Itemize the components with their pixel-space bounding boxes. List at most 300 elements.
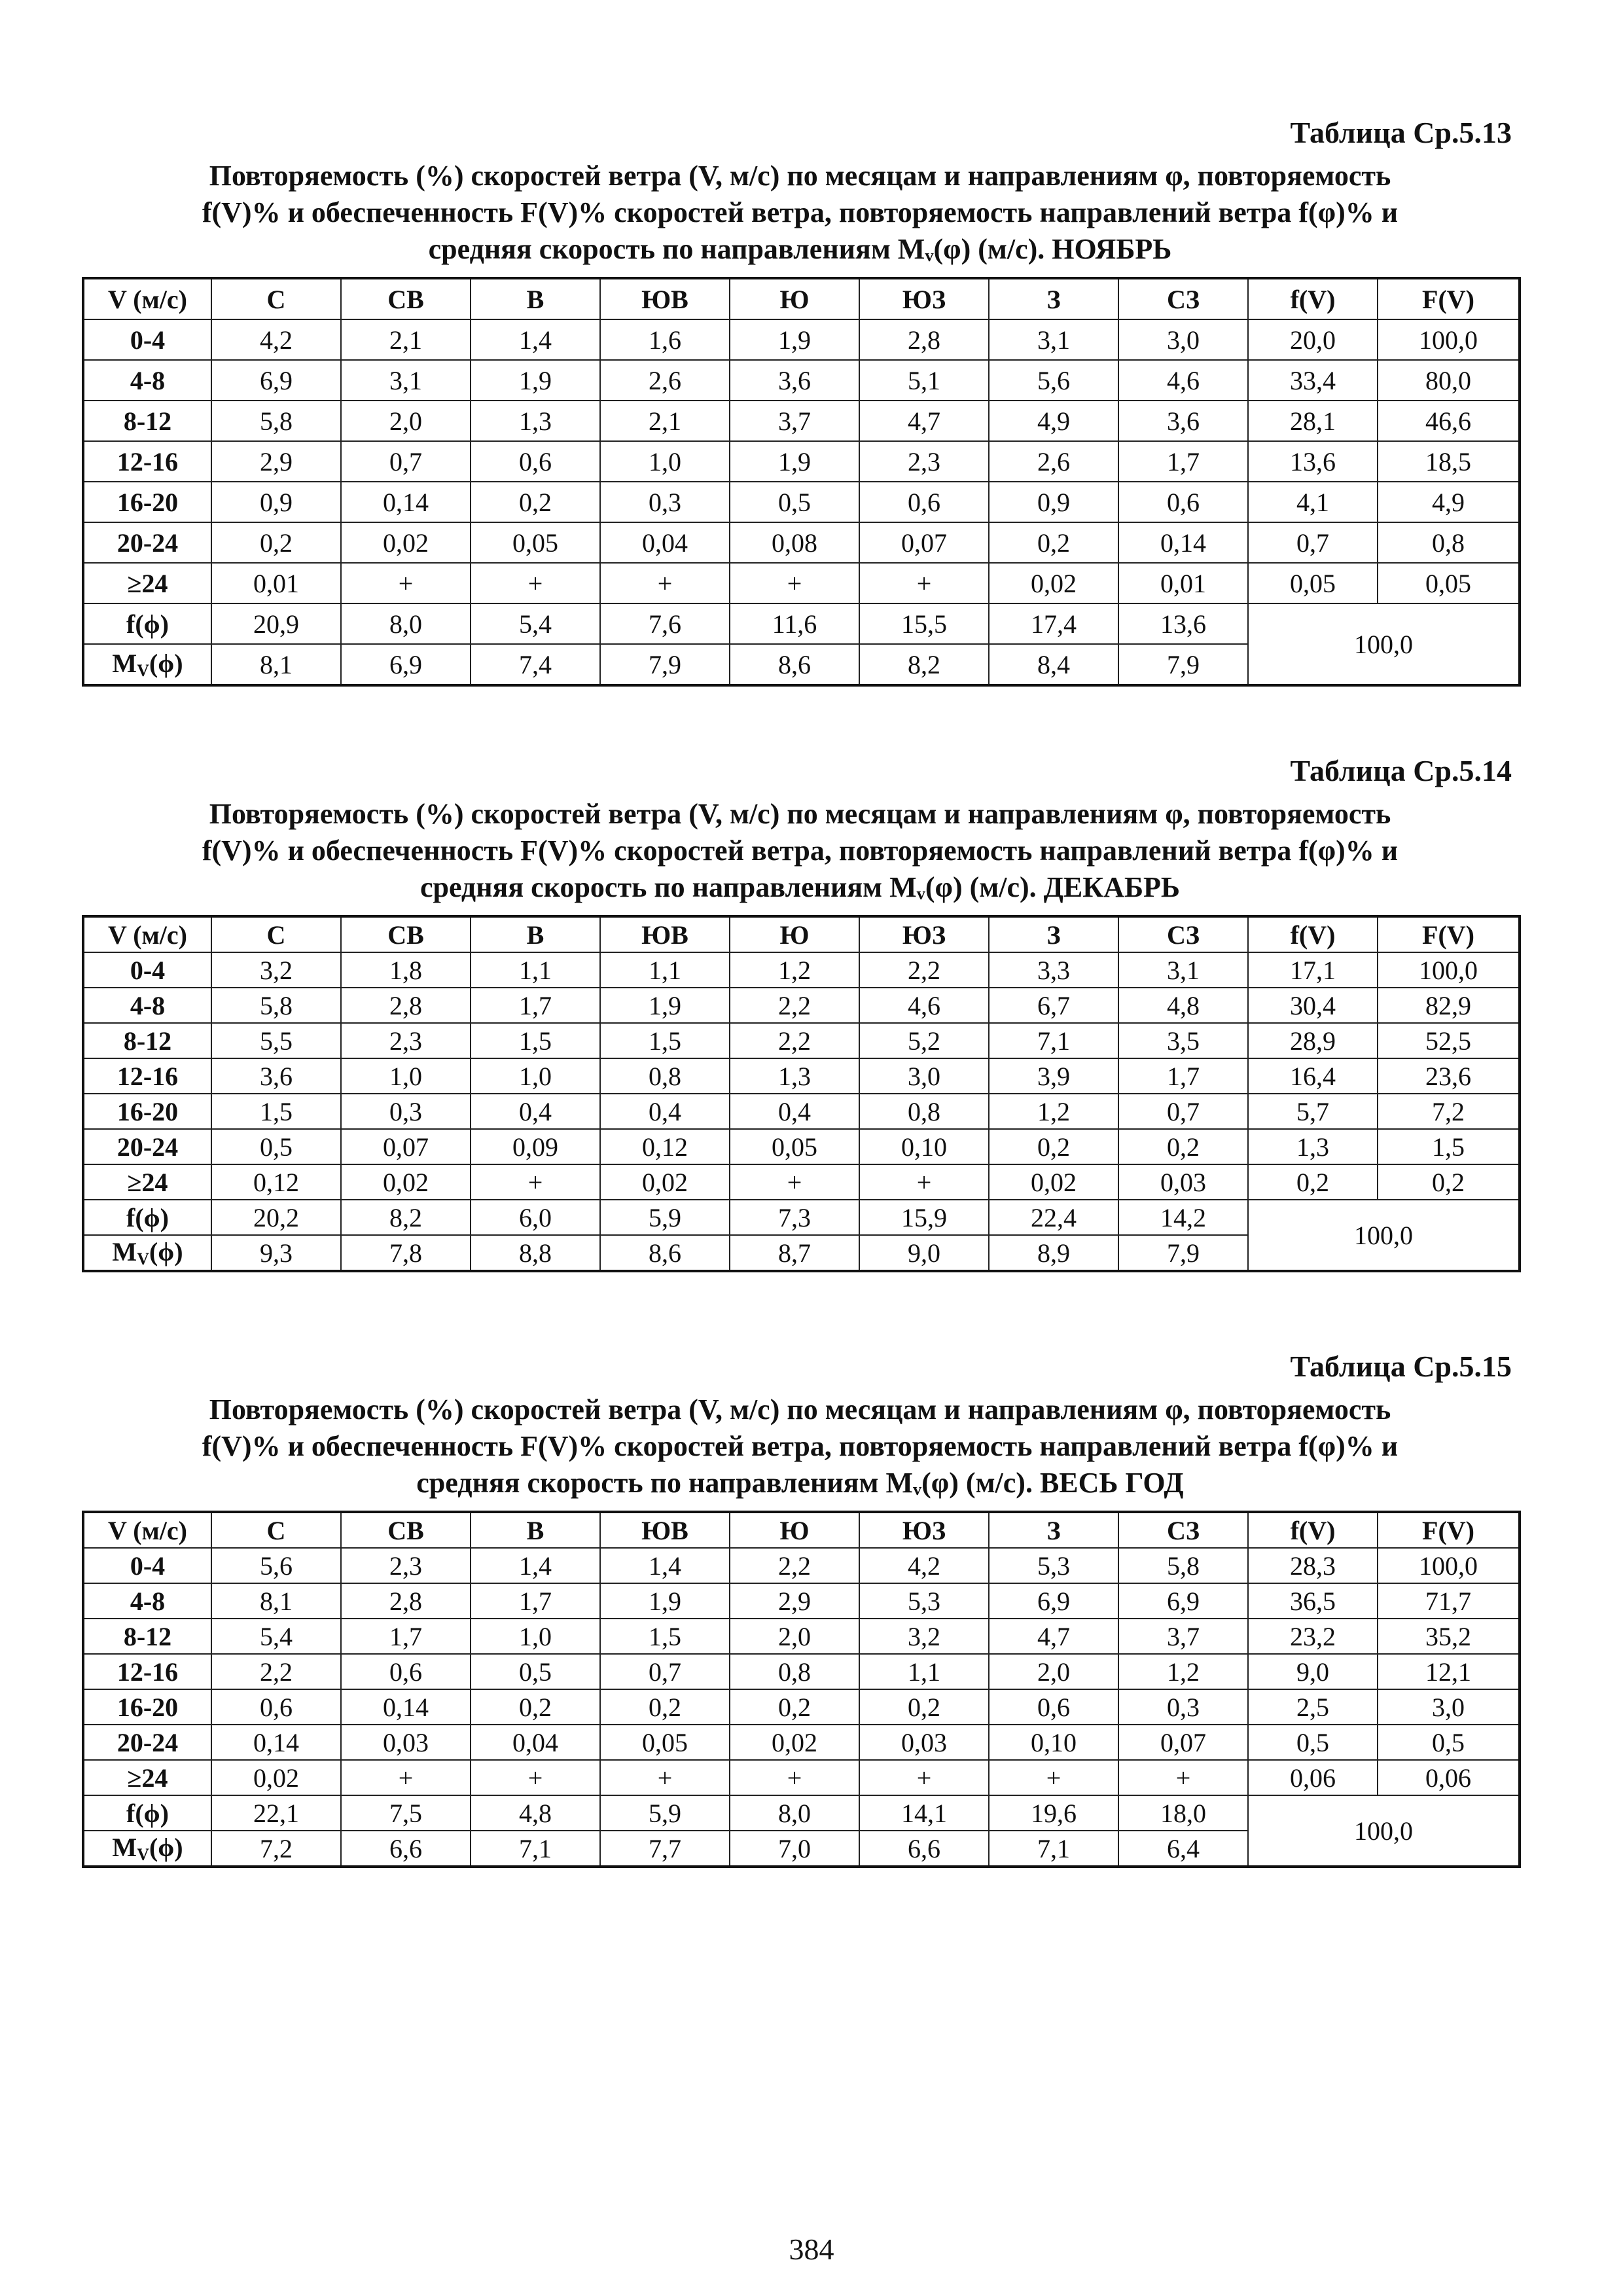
table-cell: 1,7 bbox=[471, 988, 600, 1023]
table-cell: 7,7 bbox=[600, 1831, 730, 1867]
table-cell: 13,6 bbox=[1118, 603, 1248, 644]
column-header: V (м/с) bbox=[83, 916, 211, 952]
column-header: F(V) bbox=[1378, 916, 1520, 952]
table-cell: 3,6 bbox=[730, 360, 859, 401]
table-cell: 100,0 bbox=[1378, 1548, 1520, 1583]
table-cell: 6,4 bbox=[1118, 1831, 1248, 1867]
row-label bbox=[83, 1235, 211, 1271]
table-row bbox=[83, 1689, 1520, 1725]
table-cell: + bbox=[859, 563, 989, 603]
table-cell: 0,2 bbox=[859, 1689, 989, 1725]
table-row bbox=[83, 1548, 1520, 1583]
table-cell: 0,02 bbox=[341, 522, 471, 563]
row-label: ≥24 bbox=[83, 563, 211, 603]
column-header: СЗ bbox=[1118, 916, 1248, 952]
table-cell: 7,6 bbox=[600, 603, 730, 644]
table-cell: 5,8 bbox=[1118, 1548, 1248, 1583]
table-row bbox=[83, 1164, 1520, 1200]
table-cell: 2,2 bbox=[730, 1023, 859, 1058]
row-label: 4-8 bbox=[83, 988, 211, 1023]
table-cell: 1,1 bbox=[471, 952, 600, 988]
table-cell: + bbox=[471, 563, 600, 603]
f-phi-row bbox=[83, 603, 1520, 644]
table-cell: 0,3 bbox=[1118, 1689, 1248, 1725]
row-label: 0-4 bbox=[83, 319, 211, 360]
row-label: 0-4 bbox=[83, 952, 211, 988]
table-cell: 7,9 bbox=[600, 644, 730, 685]
caption-line: f(V)% и обеспеченность F(V)% скоростей ветра, повторяемость направлений ветра f(φ)% и bbox=[202, 834, 1399, 867]
table-cell: + bbox=[600, 563, 730, 603]
table-cell: 7,5 bbox=[341, 1795, 471, 1831]
table-row bbox=[83, 1129, 1520, 1164]
table-cell: 23,2 bbox=[1248, 1619, 1378, 1654]
table-cell: 14,1 bbox=[859, 1795, 989, 1831]
table-row bbox=[83, 522, 1520, 563]
table-cell: 3,1 bbox=[341, 360, 471, 401]
total-cell: 100,0 bbox=[1248, 1795, 1520, 1867]
column-header: f(V) bbox=[1248, 278, 1378, 319]
table-cell: + bbox=[471, 1164, 600, 1200]
table-cell: 1,7 bbox=[1118, 441, 1248, 482]
table-cell: + bbox=[989, 1760, 1118, 1795]
table-cell: 2,9 bbox=[211, 441, 341, 482]
caption-line: средняя скорость по направлениям Mᵥ(φ) (м/с). ДЕКАБРЬ bbox=[419, 871, 1180, 903]
table-cell: 0,07 bbox=[341, 1129, 471, 1164]
table-cell: 8,8 bbox=[471, 1235, 600, 1271]
table-cell: 0,2 bbox=[471, 482, 600, 522]
table-cell: 0,02 bbox=[211, 1760, 341, 1795]
table-cell: 0,2 bbox=[1118, 1129, 1248, 1164]
table-cell: 3,7 bbox=[730, 401, 859, 441]
mv-suffix: (ϕ) bbox=[149, 1237, 183, 1266]
table-cell: 0,05 bbox=[471, 522, 600, 563]
table-cell: 28,1 bbox=[1248, 401, 1378, 441]
column-header: ЮВ bbox=[600, 278, 730, 319]
table-cell: 22,4 bbox=[989, 1200, 1118, 1235]
table-cell: + bbox=[730, 1760, 859, 1795]
table-cell: 36,5 bbox=[1248, 1583, 1378, 1619]
table-cell: 5,7 bbox=[1248, 1094, 1378, 1129]
table-cell: 7,9 bbox=[1118, 644, 1248, 685]
table-cell: 2,5 bbox=[1248, 1689, 1378, 1725]
table-cell: 0,2 bbox=[471, 1689, 600, 1725]
table-cell: 5,3 bbox=[859, 1583, 989, 1619]
row-label: f(ϕ) bbox=[83, 603, 211, 644]
table-cell: 35,2 bbox=[1378, 1619, 1520, 1654]
table-cell: 0,7 bbox=[1248, 522, 1378, 563]
data-table bbox=[82, 1511, 1521, 1868]
table-cell: 5,2 bbox=[859, 1023, 989, 1058]
table-cell: 8,0 bbox=[341, 603, 471, 644]
table-cell: 1,9 bbox=[600, 988, 730, 1023]
table-row bbox=[83, 401, 1520, 441]
total-cell: 100,0 bbox=[1248, 603, 1520, 685]
caption-line: f(V)% и обеспеченность F(V)% скоростей ветра, повторяемость направлений ветра f(φ)% и bbox=[202, 196, 1399, 228]
table-cell: 0,07 bbox=[859, 522, 989, 563]
table-cell: 8,2 bbox=[859, 644, 989, 685]
table-cell: 1,0 bbox=[471, 1619, 600, 1654]
table-cell: 0,02 bbox=[989, 563, 1118, 603]
table-cell: 2,2 bbox=[859, 952, 989, 988]
row-label bbox=[83, 1831, 211, 1867]
table-cell: 4,7 bbox=[859, 401, 989, 441]
table-cell: 7,0 bbox=[730, 1831, 859, 1867]
table-cell: 1,0 bbox=[341, 1058, 471, 1094]
table-row bbox=[83, 360, 1520, 401]
table-cell: 1,0 bbox=[471, 1058, 600, 1094]
header-row bbox=[83, 278, 1520, 319]
table-cell: 5,8 bbox=[211, 988, 341, 1023]
table-cell: 33,4 bbox=[1248, 360, 1378, 401]
table-cell: 7,1 bbox=[989, 1831, 1118, 1867]
table-cell: 1,9 bbox=[730, 441, 859, 482]
total-cell: 100,0 bbox=[1248, 1200, 1520, 1271]
table-cell: 0,10 bbox=[989, 1725, 1118, 1760]
table-cell: 16,4 bbox=[1248, 1058, 1378, 1094]
table-cell: 4,2 bbox=[859, 1548, 989, 1583]
table-cell: 3,6 bbox=[211, 1058, 341, 1094]
table-cell: 0,8 bbox=[730, 1654, 859, 1689]
row-label: 0-4 bbox=[83, 1548, 211, 1583]
table-cell: 7,4 bbox=[471, 644, 600, 685]
row-label: 16-20 bbox=[83, 482, 211, 522]
table-cell: 1,7 bbox=[471, 1583, 600, 1619]
table-cell: 0,10 bbox=[859, 1129, 989, 1164]
column-header: СЗ bbox=[1118, 1512, 1248, 1548]
column-header: F(V) bbox=[1378, 278, 1520, 319]
table-cell: 0,12 bbox=[600, 1129, 730, 1164]
table-cell: 1,5 bbox=[471, 1023, 600, 1058]
column-header: Ю bbox=[730, 916, 859, 952]
table-cell: 23,6 bbox=[1378, 1058, 1520, 1094]
table-cell: 4,8 bbox=[1118, 988, 1248, 1023]
column-header: ЮЗ bbox=[859, 916, 989, 952]
caption-line: f(V)% и обеспеченность F(V)% скоростей ветра, повторяемость направлений ветра f(φ)% и bbox=[202, 1430, 1399, 1462]
table-cell: 0,2 bbox=[989, 1129, 1118, 1164]
table-cell: 1,7 bbox=[1118, 1058, 1248, 1094]
table-cell: 2,2 bbox=[730, 1548, 859, 1583]
table-cell: 2,9 bbox=[730, 1583, 859, 1619]
row-label bbox=[83, 644, 211, 685]
table-cell: 4,6 bbox=[1118, 360, 1248, 401]
table-cell: 0,05 bbox=[1378, 563, 1520, 603]
table-cell: 2,8 bbox=[341, 988, 471, 1023]
table-cell: 52,5 bbox=[1378, 1023, 1520, 1058]
table-cell: 5,9 bbox=[600, 1200, 730, 1235]
row-label: 20-24 bbox=[83, 1129, 211, 1164]
table-cell: + bbox=[341, 563, 471, 603]
table-cell: 0,9 bbox=[989, 482, 1118, 522]
table-cell: 3,0 bbox=[1378, 1689, 1520, 1725]
table-cell: 0,14 bbox=[341, 1689, 471, 1725]
table-cell: 0,8 bbox=[600, 1058, 730, 1094]
table-cell: 0,09 bbox=[471, 1129, 600, 1164]
table-cell: 2,2 bbox=[730, 988, 859, 1023]
column-header: З bbox=[989, 1512, 1118, 1548]
column-header: V (м/с) bbox=[83, 278, 211, 319]
table-cell: 0,4 bbox=[730, 1094, 859, 1129]
caption-line: Повторяемость (%) скоростей ветра (V, м/с) по месяцам и направлениям φ, повторяемость bbox=[209, 1393, 1391, 1426]
table-row bbox=[83, 1023, 1520, 1058]
table-cell: 1,4 bbox=[471, 319, 600, 360]
table-cell: 0,2 bbox=[1378, 1164, 1520, 1200]
table-cell: 8,7 bbox=[730, 1235, 859, 1271]
table-block-november bbox=[82, 115, 1518, 687]
table-cell: 1,9 bbox=[471, 360, 600, 401]
row-label: 12-16 bbox=[83, 1058, 211, 1094]
column-header: СВ bbox=[341, 916, 471, 952]
table-cell: 3,5 bbox=[1118, 1023, 1248, 1058]
mv-subscript: V bbox=[137, 1249, 149, 1268]
column-header: С bbox=[211, 278, 341, 319]
table-cell: 6,6 bbox=[859, 1831, 989, 1867]
table-cell: 6,7 bbox=[989, 988, 1118, 1023]
table-cell: 7,2 bbox=[211, 1831, 341, 1867]
caption-line: средняя скорость по направлениям Mᵥ(φ) (м/с). ВЕСЬ ГОД bbox=[416, 1467, 1184, 1499]
table-cell: 11,6 bbox=[730, 603, 859, 644]
table-cell: 7,3 bbox=[730, 1200, 859, 1235]
mv-suffix: (ϕ) bbox=[149, 649, 183, 678]
table-cell: 20,0 bbox=[1248, 319, 1378, 360]
table-cell: 0,6 bbox=[989, 1689, 1118, 1725]
column-header: f(V) bbox=[1248, 916, 1378, 952]
table-number: Таблица Ср.5.14 bbox=[1290, 754, 1512, 787]
table-cell: 46,6 bbox=[1378, 401, 1520, 441]
column-header: СВ bbox=[341, 1512, 471, 1548]
table-cell: 7,1 bbox=[471, 1831, 600, 1867]
table-cell: 1,7 bbox=[341, 1619, 471, 1654]
table-cell: 2,6 bbox=[989, 441, 1118, 482]
table-cell: 0,8 bbox=[859, 1094, 989, 1129]
table-cell: 1,5 bbox=[1378, 1129, 1520, 1164]
table-cell: 6,9 bbox=[989, 1583, 1118, 1619]
table-cell: 5,8 bbox=[211, 401, 341, 441]
table-cell: + bbox=[471, 1760, 600, 1795]
table-cell: 28,9 bbox=[1248, 1023, 1378, 1058]
table-cell: 3,9 bbox=[989, 1058, 1118, 1094]
table-cell: 28,3 bbox=[1248, 1548, 1378, 1583]
table-cell: 0,5 bbox=[730, 482, 859, 522]
table-cell: 15,5 bbox=[859, 603, 989, 644]
column-header: З bbox=[989, 916, 1118, 952]
table-cell: 0,5 bbox=[471, 1654, 600, 1689]
table-cell: 0,6 bbox=[211, 1689, 341, 1725]
row-label: 12-16 bbox=[83, 441, 211, 482]
header-row bbox=[83, 1512, 1520, 1548]
table-cell: 2,6 bbox=[600, 360, 730, 401]
column-header: В bbox=[471, 1512, 600, 1548]
table-cell: 0,3 bbox=[600, 482, 730, 522]
column-header: З bbox=[989, 278, 1118, 319]
caption-line: Повторяемость (%) скоростей ветра (V, м/с) по месяцам и направлениям φ, повторяемость bbox=[209, 798, 1391, 830]
column-header: СЗ bbox=[1118, 278, 1248, 319]
table-cell: 0,02 bbox=[341, 1164, 471, 1200]
table-cell: + bbox=[341, 1760, 471, 1795]
table-cell: + bbox=[730, 563, 859, 603]
table-block-december bbox=[82, 753, 1518, 1272]
table-cell: 0,6 bbox=[859, 482, 989, 522]
table-cell: 1,9 bbox=[730, 319, 859, 360]
table-cell: 9,0 bbox=[1248, 1654, 1378, 1689]
table-cell: 2,3 bbox=[341, 1548, 471, 1583]
table-cell: 0,08 bbox=[730, 522, 859, 563]
table-cell: 0,2 bbox=[211, 522, 341, 563]
table-cell: 100,0 bbox=[1378, 319, 1520, 360]
table-cell: 15,9 bbox=[859, 1200, 989, 1235]
table-cell: 0,2 bbox=[730, 1689, 859, 1725]
row-label: ≥24 bbox=[83, 1164, 211, 1200]
table-cell: 4,2 bbox=[211, 319, 341, 360]
table-cell: 6,6 bbox=[341, 1831, 471, 1867]
table-cell: 12,1 bbox=[1378, 1654, 1520, 1689]
table-cell: 3,1 bbox=[1118, 952, 1248, 988]
column-header: В bbox=[471, 916, 600, 952]
table-cell: 0,7 bbox=[600, 1654, 730, 1689]
table-cell: 5,6 bbox=[211, 1548, 341, 1583]
table-cell: 1,4 bbox=[471, 1548, 600, 1583]
table-cell: 8,6 bbox=[600, 1235, 730, 1271]
data-table bbox=[82, 915, 1521, 1272]
row-label: 16-20 bbox=[83, 1094, 211, 1129]
table-cell: 8,2 bbox=[341, 1200, 471, 1235]
row-label: 4-8 bbox=[83, 360, 211, 401]
table-cell: 9,0 bbox=[859, 1235, 989, 1271]
table-cell: 0,6 bbox=[341, 1654, 471, 1689]
table-cell: 0,14 bbox=[211, 1725, 341, 1760]
column-header: ЮЗ bbox=[859, 1512, 989, 1548]
column-header: ЮВ bbox=[600, 916, 730, 952]
mv-subscript: V bbox=[137, 1845, 149, 1864]
row-label: f(ϕ) bbox=[83, 1200, 211, 1235]
column-header: ЮВ bbox=[600, 1512, 730, 1548]
row-label: 4-8 bbox=[83, 1583, 211, 1619]
table-cell: 1,1 bbox=[600, 952, 730, 988]
table-cell: 2,0 bbox=[989, 1654, 1118, 1689]
table-cell: 2,3 bbox=[859, 441, 989, 482]
table-cell: 0,04 bbox=[471, 1725, 600, 1760]
table-cell: 0,06 bbox=[1248, 1760, 1378, 1795]
table-cell: 0,2 bbox=[1248, 1164, 1378, 1200]
row-label: 8-12 bbox=[83, 1619, 211, 1654]
column-header: В bbox=[471, 278, 600, 319]
mv-label: M bbox=[112, 1833, 137, 1862]
table-cell: 100,0 bbox=[1378, 952, 1520, 988]
column-header: С bbox=[211, 916, 341, 952]
table-cell: 0,4 bbox=[600, 1094, 730, 1129]
table-row bbox=[83, 1583, 1520, 1619]
table-cell: 7,9 bbox=[1118, 1235, 1248, 1271]
table-cell: 8,1 bbox=[211, 644, 341, 685]
table-cell: 1,5 bbox=[600, 1023, 730, 1058]
table-cell: 2,1 bbox=[341, 319, 471, 360]
row-label: 8-12 bbox=[83, 1023, 211, 1058]
table-cell: 2,2 bbox=[211, 1654, 341, 1689]
table-cell: 6,9 bbox=[211, 360, 341, 401]
table-cell: 0,14 bbox=[1118, 522, 1248, 563]
row-label: 8-12 bbox=[83, 401, 211, 441]
table-cell: 3,1 bbox=[989, 319, 1118, 360]
table-cell: 1,3 bbox=[471, 401, 600, 441]
table-cell: 0,03 bbox=[859, 1725, 989, 1760]
column-header: Ю bbox=[730, 1512, 859, 1548]
table-cell: 1,3 bbox=[730, 1058, 859, 1094]
table-cell: 0,01 bbox=[1118, 563, 1248, 603]
table-cell: 8,0 bbox=[730, 1795, 859, 1831]
table-cell: 5,6 bbox=[989, 360, 1118, 401]
table-cell: 0,04 bbox=[600, 522, 730, 563]
table-cell: 8,6 bbox=[730, 644, 859, 685]
table-cell: 80,0 bbox=[1378, 360, 1520, 401]
row-label: ≥24 bbox=[83, 1760, 211, 1795]
table-cell: 0,06 bbox=[1378, 1760, 1520, 1795]
table-cell: + bbox=[859, 1760, 989, 1795]
table-cell: 0,01 bbox=[211, 563, 341, 603]
table-cell: 82,9 bbox=[1378, 988, 1520, 1023]
table-cell: + bbox=[859, 1164, 989, 1200]
table-cell: 14,2 bbox=[1118, 1200, 1248, 1235]
table-cell: 0,8 bbox=[1378, 522, 1520, 563]
column-header: СВ bbox=[341, 278, 471, 319]
table-cell: 71,7 bbox=[1378, 1583, 1520, 1619]
table-row bbox=[83, 952, 1520, 988]
table-cell: 19,6 bbox=[989, 1795, 1118, 1831]
table-cell: 1,2 bbox=[730, 952, 859, 988]
table-row bbox=[83, 1058, 1520, 1094]
column-header: f(V) bbox=[1248, 1512, 1378, 1548]
table-cell: 5,3 bbox=[989, 1548, 1118, 1583]
table-row bbox=[83, 563, 1520, 603]
table-cell: 0,3 bbox=[341, 1094, 471, 1129]
mv-label: M bbox=[112, 649, 137, 678]
table-cell: 1,1 bbox=[859, 1654, 989, 1689]
table-cell: 2,0 bbox=[341, 401, 471, 441]
row-label: 16-20 bbox=[83, 1689, 211, 1725]
table-cell: 1,9 bbox=[600, 1583, 730, 1619]
table-cell: 2,0 bbox=[730, 1619, 859, 1654]
table-cell: 0,03 bbox=[1118, 1164, 1248, 1200]
column-header: F(V) bbox=[1378, 1512, 1520, 1548]
mv-label: M bbox=[112, 1237, 137, 1266]
table-cell: + bbox=[1118, 1760, 1248, 1795]
table-caption bbox=[82, 1391, 1518, 1501]
table-cell: 7,2 bbox=[1378, 1094, 1520, 1129]
table-cell: 3,0 bbox=[859, 1058, 989, 1094]
row-label: f(ϕ) bbox=[83, 1795, 211, 1831]
table-block-year bbox=[82, 1348, 1518, 1868]
mv-suffix: (ϕ) bbox=[149, 1833, 183, 1862]
table-cell: 1,4 bbox=[600, 1548, 730, 1583]
table-cell: 1,8 bbox=[341, 952, 471, 988]
table-cell: 6,9 bbox=[1118, 1583, 1248, 1619]
table-caption bbox=[82, 796, 1518, 906]
table-cell: 4,6 bbox=[859, 988, 989, 1023]
table-cell: 2,8 bbox=[859, 319, 989, 360]
table-cell: 13,6 bbox=[1248, 441, 1378, 482]
data-table bbox=[82, 277, 1521, 687]
table-cell: 0,02 bbox=[989, 1164, 1118, 1200]
table-cell: 0,7 bbox=[1118, 1094, 1248, 1129]
table-cell: 3,2 bbox=[211, 952, 341, 988]
table-cell: 0,02 bbox=[730, 1725, 859, 1760]
table-cell: 4,1 bbox=[1248, 482, 1378, 522]
table-cell: 17,1 bbox=[1248, 952, 1378, 988]
column-header: V (м/с) bbox=[83, 1512, 211, 1548]
table-cell: 0,12 bbox=[211, 1164, 341, 1200]
table-cell: 8,4 bbox=[989, 644, 1118, 685]
table-cell: 5,1 bbox=[859, 360, 989, 401]
table-cell: 0,2 bbox=[989, 522, 1118, 563]
table-cell: 3,6 bbox=[1118, 401, 1248, 441]
